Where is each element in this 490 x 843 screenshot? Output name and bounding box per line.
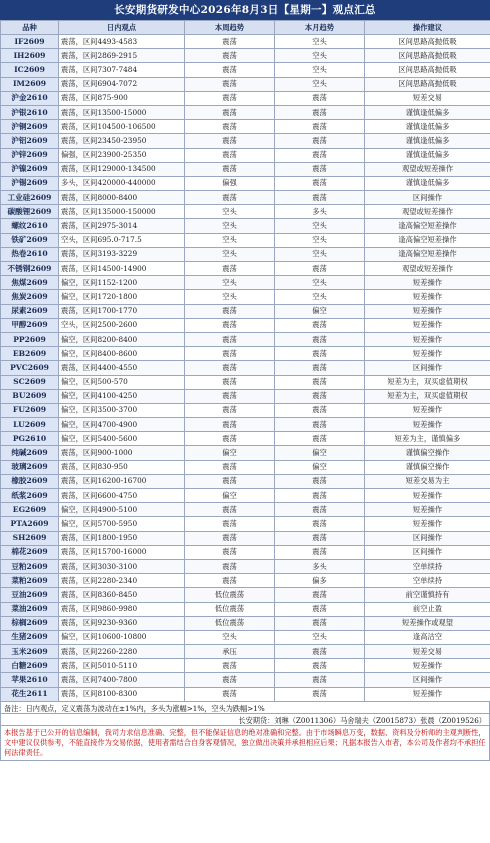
cell-product: PG2610 [1, 432, 59, 446]
cell-monthly-trend: 震荡 [275, 120, 365, 134]
cell-weekly-trend: 震荡 [185, 673, 275, 687]
cell-weekly-trend: 震荡 [185, 375, 275, 389]
cell-monthly-trend: 震荡 [275, 403, 365, 417]
cell-intraday-view: 偏空，区间1152-1200 [59, 276, 185, 290]
cell-weekly-trend: 震荡 [185, 361, 275, 375]
table-row [1, 389, 490, 403]
cell-monthly-trend: 空头 [275, 219, 365, 233]
cell-weekly-trend: 空头 [185, 630, 275, 644]
table-row [1, 318, 490, 332]
cell-intraday-view: 偏空，区间5700-5950 [59, 517, 185, 531]
cell-intraday-view: 震荡，区间4400-4550 [59, 361, 185, 375]
cell-monthly-trend: 震荡 [275, 262, 365, 276]
cell-monthly-trend: 空头 [275, 233, 365, 247]
cell-advice: 短差操作 [365, 659, 490, 673]
cell-monthly-trend: 偏空 [275, 446, 365, 460]
cell-intraday-view: 震荡，区间13500-15000 [59, 105, 185, 119]
cell-monthly-trend: 震荡 [275, 418, 365, 432]
cell-intraday-view: 震荡，区间8360-8450 [59, 588, 185, 602]
cell-advice: 短差操作 [365, 418, 490, 432]
cell-intraday-view: 震荡，区间7400-7800 [59, 673, 185, 687]
cell-monthly-trend: 震荡 [275, 489, 365, 503]
table-row [1, 503, 490, 517]
cell-weekly-trend: 震荡 [185, 134, 275, 148]
cell-product: 豆油2609 [1, 588, 59, 602]
cell-intraday-view: 偏强，区间23900-25350 [59, 148, 185, 162]
cell-product: 豆粕2609 [1, 559, 59, 573]
table-row [1, 134, 490, 148]
cell-intraday-view: 震荡，区间104500-106500 [59, 120, 185, 134]
table-row [1, 361, 490, 375]
cell-intraday-view: 震荡，区间8100-8300 [59, 687, 185, 701]
cell-product: FU2609 [1, 403, 59, 417]
header-intraday-view: 日内观点 [59, 21, 185, 35]
cell-weekly-trend: 震荡 [185, 503, 275, 517]
cell-intraday-view: 震荡，区间1800-1950 [59, 531, 185, 545]
table-row [1, 247, 490, 261]
cell-monthly-trend: 震荡 [275, 332, 365, 346]
table-row [1, 517, 490, 531]
cell-monthly-trend: 震荡 [275, 531, 365, 545]
table-row [1, 290, 490, 304]
cell-advice: 短差操作或观望 [365, 616, 490, 630]
cell-advice: 短差操作 [365, 687, 490, 701]
table-row [1, 347, 490, 361]
cell-product: SC2609 [1, 375, 59, 389]
table-row [1, 105, 490, 119]
cell-monthly-trend: 震荡 [275, 517, 365, 531]
cell-weekly-trend: 偏强 [185, 176, 275, 190]
cell-intraday-view: 震荡，区间2869-2915 [59, 49, 185, 63]
cell-weekly-trend: 震荡 [185, 191, 275, 205]
cell-advice: 短差操作 [365, 403, 490, 417]
cell-monthly-trend: 震荡 [275, 176, 365, 190]
views-table [0, 20, 490, 702]
cell-advice: 短差交易 [365, 91, 490, 105]
table-row [1, 176, 490, 190]
cell-product: 沪金2610 [1, 91, 59, 105]
cell-product: 沪锡2609 [1, 176, 59, 190]
cell-monthly-trend: 震荡 [275, 318, 365, 332]
table-row [1, 219, 490, 233]
cell-monthly-trend: 震荡 [275, 91, 365, 105]
cell-monthly-trend: 震荡 [275, 432, 365, 446]
cell-product: 菜粕2609 [1, 574, 59, 588]
cell-advice: 谨慎偏空操作 [365, 446, 490, 460]
header-monthly-trend: 本月趋势 [275, 21, 365, 35]
cell-product: IM2609 [1, 77, 59, 91]
table-row [1, 531, 490, 545]
cell-weekly-trend: 震荡 [185, 659, 275, 673]
cell-intraday-view: 震荡，区间14500-14900 [59, 262, 185, 276]
cell-intraday-view: 偏空，区间8200-8400 [59, 332, 185, 346]
cell-intraday-view: 震荡，区间2260-2280 [59, 645, 185, 659]
cell-advice: 谨慎逢低偏多 [365, 120, 490, 134]
table-row [1, 602, 490, 616]
cell-advice: 谨慎逢低偏多 [365, 134, 490, 148]
cell-product: 白糖2609 [1, 659, 59, 673]
cell-monthly-trend: 偏多 [275, 574, 365, 588]
cell-weekly-trend: 震荡 [185, 517, 275, 531]
disclaimer: 本报告基于已公开的信息编制，我司力求信息准确、完整，但不能保证信息的绝对准确和完整。由于市场瞬息万变，数据、资料及分析师的主观判断性，文中建议仅供参考，不能直接作为交易依据，使用者需结合自身客观情况，独立做出决策并承担相应后果；凡据本报告入市者，本公司及作者均不承担任何法律责任。 [0, 726, 490, 761]
cell-weekly-trend: 震荡 [185, 474, 275, 488]
cell-advice: 短差交易 [365, 645, 490, 659]
cell-weekly-trend: 震荡 [185, 35, 275, 49]
report-title: 长安期货研发中心2026年8月3日【星期一】观点汇总 [0, 0, 490, 20]
table-row [1, 276, 490, 290]
cell-advice: 区间操作 [365, 361, 490, 375]
cell-intraday-view: 偏空，区间500-570 [59, 375, 185, 389]
table-row [1, 432, 490, 446]
cell-product: 沪银2610 [1, 105, 59, 119]
cell-advice: 区间思路高抛低吸 [365, 49, 490, 63]
cell-product: BU2609 [1, 389, 59, 403]
cell-monthly-trend: 震荡 [275, 191, 365, 205]
cell-intraday-view: 偏空，区间1720-1800 [59, 290, 185, 304]
cell-product: PVC2609 [1, 361, 59, 375]
table-row [1, 673, 490, 687]
cell-product: 铁矿2609 [1, 233, 59, 247]
cell-intraday-view: 震荡，区间15700-16000 [59, 545, 185, 559]
cell-weekly-trend: 空头 [185, 290, 275, 304]
cell-weekly-trend: 空头 [185, 233, 275, 247]
cell-advice: 区间思路高抛低吸 [365, 77, 490, 91]
table-row [1, 332, 490, 346]
cell-monthly-trend: 多头 [275, 205, 365, 219]
cell-intraday-view: 震荡，区间3193-3229 [59, 247, 185, 261]
header-weekly-trend: 本周趋势 [185, 21, 275, 35]
table-row [1, 588, 490, 602]
cell-monthly-trend: 震荡 [275, 474, 365, 488]
cell-weekly-trend: 震荡 [185, 545, 275, 559]
cell-advice: 短差交易为主 [365, 474, 490, 488]
cell-monthly-trend: 震荡 [275, 602, 365, 616]
cell-weekly-trend: 震荡 [185, 63, 275, 77]
cell-monthly-trend: 震荡 [275, 375, 365, 389]
cell-monthly-trend: 震荡 [275, 616, 365, 630]
cell-advice: 谨慎逢低偏多 [365, 105, 490, 119]
table-row [1, 233, 490, 247]
cell-monthly-trend: 空头 [275, 630, 365, 644]
cell-advice: 短差操作 [365, 318, 490, 332]
cell-advice: 短差为主，谨慎偏多 [365, 432, 490, 446]
cell-product: PTA2609 [1, 517, 59, 531]
cell-product: 纯碱2609 [1, 446, 59, 460]
cell-intraday-view: 震荡，区间830-950 [59, 460, 185, 474]
cell-advice: 逢高偏空短差操作 [365, 247, 490, 261]
cell-weekly-trend: 空头 [185, 276, 275, 290]
cell-monthly-trend: 震荡 [275, 588, 365, 602]
cell-monthly-trend: 震荡 [275, 361, 365, 375]
cell-monthly-trend: 震荡 [275, 105, 365, 119]
cell-intraday-view: 震荡，区间9230-9360 [59, 616, 185, 630]
cell-weekly-trend: 震荡 [185, 49, 275, 63]
cell-product: 沪铝2609 [1, 134, 59, 148]
table-row [1, 120, 490, 134]
table-row [1, 162, 490, 176]
cell-product: EG2609 [1, 503, 59, 517]
table-row [1, 446, 490, 460]
cell-weekly-trend: 空头 [185, 205, 275, 219]
table-row [1, 645, 490, 659]
cell-monthly-trend: 震荡 [275, 659, 365, 673]
cell-monthly-trend: 空头 [275, 276, 365, 290]
table-row [1, 616, 490, 630]
cell-weekly-trend: 震荡 [185, 559, 275, 573]
cell-weekly-trend: 震荡 [185, 574, 275, 588]
authors-line: 长安期货：刘琳（Z0011306）马舍瑞夫（Z0015873）张晨（Z0019526） [0, 714, 490, 726]
cell-monthly-trend: 震荡 [275, 134, 365, 148]
cell-advice: 短差操作 [365, 347, 490, 361]
table-row [1, 49, 490, 63]
cell-weekly-trend: 承压 [185, 645, 275, 659]
table-row [1, 304, 490, 318]
cell-advice: 短差操作 [365, 304, 490, 318]
cell-weekly-trend: 震荡 [185, 403, 275, 417]
cell-advice: 观望或短差操作 [365, 262, 490, 276]
table-row [1, 659, 490, 673]
cell-monthly-trend: 震荡 [275, 148, 365, 162]
cell-product: 纸浆2609 [1, 489, 59, 503]
cell-intraday-view: 震荡，区间1700-1770 [59, 304, 185, 318]
cell-weekly-trend: 震荡 [185, 687, 275, 701]
table-row [1, 63, 490, 77]
cell-product: IC2609 [1, 63, 59, 77]
cell-advice: 区间思路高抛低吸 [365, 35, 490, 49]
cell-advice: 前空谨慎持有 [365, 588, 490, 602]
cell-monthly-trend: 震荡 [275, 389, 365, 403]
cell-product: 菜油2609 [1, 602, 59, 616]
table-row [1, 205, 490, 219]
cell-advice: 谨慎偏空操作 [365, 460, 490, 474]
cell-intraday-view: 震荡，区间129000-134500 [59, 162, 185, 176]
cell-weekly-trend: 空头 [185, 219, 275, 233]
cell-product: 橡胶2609 [1, 474, 59, 488]
table-row [1, 191, 490, 205]
cell-monthly-trend: 空头 [275, 290, 365, 304]
cell-product: 沪镍2609 [1, 162, 59, 176]
cell-advice: 观望或短差操作 [365, 162, 490, 176]
cell-intraday-view: 震荡，区间875-900 [59, 91, 185, 105]
cell-intraday-view: 空头，区间2500-2600 [59, 318, 185, 332]
cell-product: 焦煤2609 [1, 276, 59, 290]
cell-intraday-view: 偏空，区间5400-5600 [59, 432, 185, 446]
cell-advice: 区间操作 [365, 531, 490, 545]
cell-product: 尿素2609 [1, 304, 59, 318]
cell-monthly-trend: 震荡 [275, 687, 365, 701]
cell-advice: 区间操作 [365, 673, 490, 687]
cell-monthly-trend: 空头 [275, 49, 365, 63]
cell-product: IH2609 [1, 49, 59, 63]
cell-intraday-view: 偏空，区间4900-5100 [59, 503, 185, 517]
cell-advice: 逢高偏空短差操作 [365, 219, 490, 233]
cell-product: 生猪2609 [1, 630, 59, 644]
cell-product: 工业硅2609 [1, 191, 59, 205]
cell-product: 不锈钢2609 [1, 262, 59, 276]
table-row [1, 375, 490, 389]
cell-monthly-trend: 空头 [275, 77, 365, 91]
cell-intraday-view: 震荡，区间3030-3100 [59, 559, 185, 573]
cell-weekly-trend: 震荡 [185, 347, 275, 361]
table-row [1, 687, 490, 701]
cell-advice: 短差操作 [365, 489, 490, 503]
cell-advice: 区间思路高抛低吸 [365, 63, 490, 77]
cell-weekly-trend: 震荡 [185, 304, 275, 318]
table-row [1, 545, 490, 559]
cell-monthly-trend: 震荡 [275, 645, 365, 659]
cell-weekly-trend: 震荡 [185, 460, 275, 474]
cell-intraday-view: 偏空，区间3500-3700 [59, 403, 185, 417]
table-row [1, 403, 490, 417]
table-row [1, 148, 490, 162]
table-row [1, 91, 490, 105]
cell-product: 棕榈2609 [1, 616, 59, 630]
header-product: 品种 [1, 21, 59, 35]
cell-product: 甲醇2609 [1, 318, 59, 332]
cell-intraday-view: 偏空，区间4100-4250 [59, 389, 185, 403]
cell-weekly-trend: 震荡 [185, 318, 275, 332]
cell-advice: 前空止盈 [365, 602, 490, 616]
table-row [1, 77, 490, 91]
cell-advice: 逢高偏空短差操作 [365, 233, 490, 247]
table-row [1, 474, 490, 488]
cell-weekly-trend: 空头 [185, 247, 275, 261]
cell-advice: 短差操作 [365, 290, 490, 304]
cell-intraday-view: 震荡，区间6600-4750 [59, 489, 185, 503]
cell-monthly-trend: 震荡 [275, 545, 365, 559]
cell-monthly-trend: 震荡 [275, 347, 365, 361]
cell-intraday-view: 偏空，区间4700-4900 [59, 418, 185, 432]
cell-monthly-trend: 震荡 [275, 673, 365, 687]
cell-intraday-view: 震荡，区间5010-5110 [59, 659, 185, 673]
cell-advice: 短差为主，双买虚值期权 [365, 375, 490, 389]
cell-product: 玻璃2609 [1, 460, 59, 474]
cell-intraday-view: 多头，区间420000-440000 [59, 176, 185, 190]
cell-advice: 区间操作 [365, 545, 490, 559]
cell-weekly-trend: 震荡 [185, 105, 275, 119]
cell-advice: 短差操作 [365, 332, 490, 346]
cell-monthly-trend: 震荡 [275, 503, 365, 517]
table-row [1, 559, 490, 573]
cell-product: 花生2611 [1, 687, 59, 701]
cell-weekly-trend: 低位震荡 [185, 602, 275, 616]
cell-intraday-view: 空头，区间695.0-717.5 [59, 233, 185, 247]
cell-intraday-view: 震荡，区间2975-3014 [59, 219, 185, 233]
cell-product: 热卷2610 [1, 247, 59, 261]
cell-product: 沪锌2609 [1, 148, 59, 162]
cell-monthly-trend: 空头 [275, 247, 365, 261]
cell-intraday-view: 震荡，区间900-1000 [59, 446, 185, 460]
cell-monthly-trend: 多头 [275, 559, 365, 573]
cell-product: 碳酸锂2609 [1, 205, 59, 219]
cell-intraday-view: 震荡，区间135000-150000 [59, 205, 185, 219]
cell-weekly-trend: 震荡 [185, 120, 275, 134]
table-row [1, 489, 490, 503]
cell-product: 螺纹2610 [1, 219, 59, 233]
cell-weekly-trend: 低位震荡 [185, 588, 275, 602]
cell-advice: 谨慎逢低偏多 [365, 148, 490, 162]
footnote: 备注：日内观点，定义震荡为波动在±1%内，多头为涨幅>1%，空头为跌幅>1% [0, 702, 490, 714]
cell-monthly-trend: 震荡 [275, 162, 365, 176]
cell-advice: 逢高沽空 [365, 630, 490, 644]
cell-intraday-view: 震荡，区间4493-4583 [59, 35, 185, 49]
cell-advice: 区间操作 [365, 191, 490, 205]
cell-weekly-trend: 震荡 [185, 162, 275, 176]
cell-advice: 短差操作 [365, 276, 490, 290]
cell-advice: 短差操作 [365, 503, 490, 517]
cell-intraday-view: 震荡，区间23450-23950 [59, 134, 185, 148]
cell-product: EB2609 [1, 347, 59, 361]
cell-product: IF2609 [1, 35, 59, 49]
cell-intraday-view: 震荡，区间6904-7072 [59, 77, 185, 91]
table-row [1, 262, 490, 276]
cell-intraday-view: 偏空，区间10600-10800 [59, 630, 185, 644]
cell-weekly-trend: 震荡 [185, 432, 275, 446]
cell-intraday-view: 震荡，区间16200-16700 [59, 474, 185, 488]
cell-monthly-trend: 偏空 [275, 304, 365, 318]
cell-weekly-trend: 震荡 [185, 389, 275, 403]
cell-weekly-trend: 低位震荡 [185, 616, 275, 630]
table-header-row [1, 21, 490, 35]
table-row [1, 460, 490, 474]
header-advice: 操作建议 [365, 21, 490, 35]
cell-monthly-trend: 空头 [275, 63, 365, 77]
table-row [1, 35, 490, 49]
cell-weekly-trend: 震荡 [185, 531, 275, 545]
cell-intraday-view: 震荡，区间8000-8400 [59, 191, 185, 205]
cell-advice: 短差为主，双买虚值期权 [365, 389, 490, 403]
cell-weekly-trend: 震荡 [185, 332, 275, 346]
cell-intraday-view: 震荡，区间2280-2340 [59, 574, 185, 588]
cell-weekly-trend: 偏空 [185, 489, 275, 503]
cell-weekly-trend: 震荡 [185, 418, 275, 432]
cell-intraday-view: 震荡，区间9860-9980 [59, 602, 185, 616]
cell-advice: 谨慎逢低偏多 [365, 176, 490, 190]
table-body [1, 35, 490, 702]
cell-weekly-trend: 偏空 [185, 446, 275, 460]
cell-product: 玉米2609 [1, 645, 59, 659]
cell-product: 沪铜2609 [1, 120, 59, 134]
cell-product: 苹果2610 [1, 673, 59, 687]
cell-advice: 空单续持 [365, 574, 490, 588]
table-row [1, 418, 490, 432]
cell-monthly-trend: 偏空 [275, 460, 365, 474]
cell-product: PP2609 [1, 332, 59, 346]
cell-advice: 观望或短差操作 [365, 205, 490, 219]
cell-product: SH2609 [1, 531, 59, 545]
cell-intraday-view: 震荡，区间7307-7484 [59, 63, 185, 77]
cell-product: 焦炭2609 [1, 290, 59, 304]
cell-weekly-trend: 震荡 [185, 77, 275, 91]
cell-weekly-trend: 震荡 [185, 148, 275, 162]
table-row [1, 574, 490, 588]
cell-product: 棉花2609 [1, 545, 59, 559]
cell-weekly-trend: 震荡 [185, 91, 275, 105]
cell-intraday-view: 偏空，区间8400-8600 [59, 347, 185, 361]
cell-product: LU2609 [1, 418, 59, 432]
cell-monthly-trend: 空头 [275, 35, 365, 49]
cell-advice: 空单续持 [365, 559, 490, 573]
table-row [1, 630, 490, 644]
cell-weekly-trend: 震荡 [185, 262, 275, 276]
cell-advice: 短差操作 [365, 517, 490, 531]
